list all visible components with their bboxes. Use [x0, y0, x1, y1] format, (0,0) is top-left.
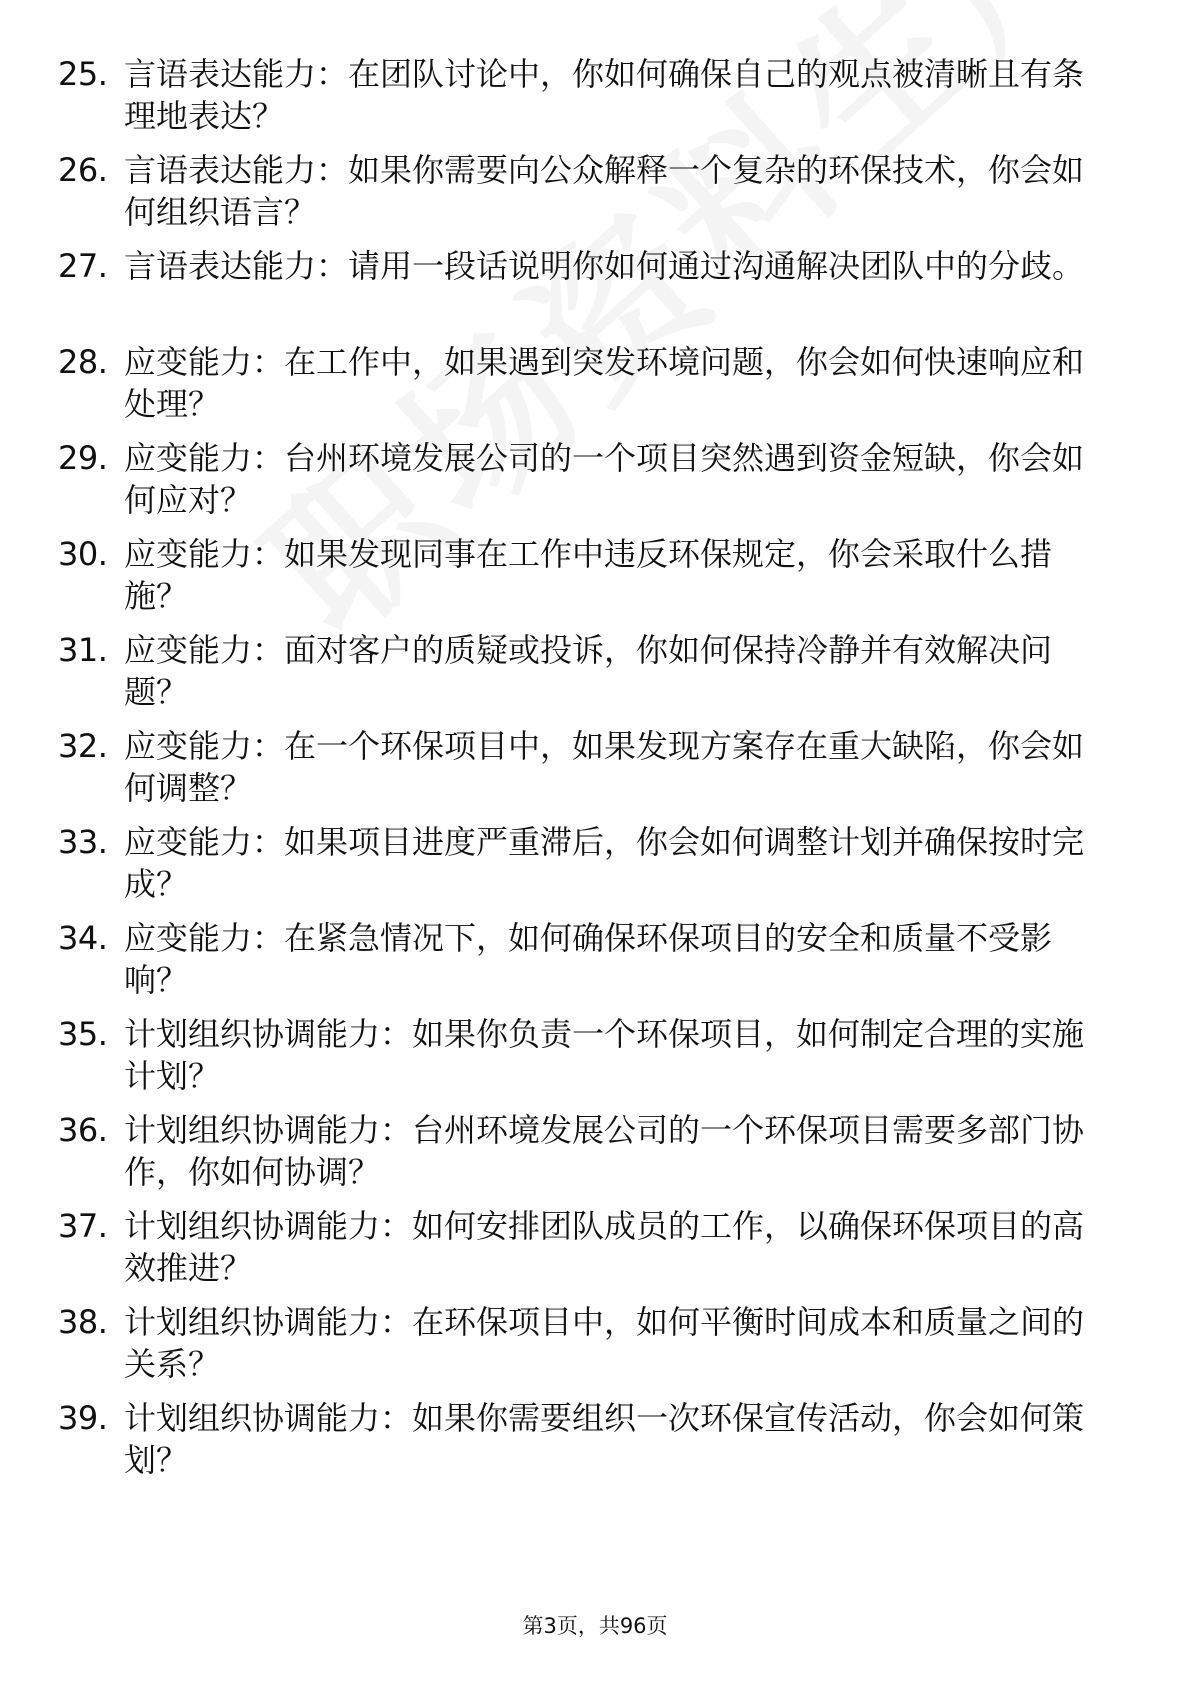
question-list [58, 48, 1118, 1488]
question-number: 38. [58, 1303, 108, 1341]
question-text: 计划组织协调能力：如何安排团队成员的工作，以确保环保项目的高效推进？ [124, 1207, 1085, 1287]
question-item [58, 1200, 1118, 1296]
question-item [58, 336, 1118, 432]
question-number: 31. [58, 631, 108, 669]
page-footer [0, 1610, 1190, 1640]
question-number: 26. [58, 151, 108, 189]
question-item [58, 720, 1118, 816]
question-text: 言语表达能力：请用一段话说明你如何通过沟通解决团队中的分歧。 [124, 247, 1085, 285]
question-item [58, 1008, 1118, 1104]
question-item [58, 624, 1118, 720]
question-item [58, 144, 1118, 240]
question-item [58, 48, 1118, 144]
question-text: 应变能力：在一个环保项目中，如果发现方案存在重大缺陷，你会如何调整？ [124, 727, 1085, 807]
question-text: 言语表达能力：在团队讨论中，你如何确保自己的观点被清晰且有条理地表达？ [124, 55, 1085, 135]
question-text: 应变能力：如果发现同事在工作中违反环保规定，你会采取什么措施？ [124, 535, 1053, 615]
question-item [58, 432, 1118, 528]
question-text: 应变能力：台州环境发展公司的一个项目突然遇到资金短缺，你会如何应对？ [124, 439, 1085, 519]
question-text: 应变能力：在紧急情况下，如何确保环保项目的安全和质量不受影响？ [124, 919, 1053, 999]
question-text: 计划组织协调能力：如果你负责一个环保项目，如何制定合理的实施计划？ [124, 1015, 1085, 1095]
question-number: 39. [58, 1399, 108, 1437]
question-item [58, 1104, 1118, 1200]
question-text: 应变能力：面对客户的质疑或投诉，你如何保持冷静并有效解决问题？ [124, 631, 1053, 711]
question-number: 37. [58, 1207, 108, 1245]
question-number: 35. [58, 1015, 108, 1053]
question-number: 29. [58, 439, 108, 477]
question-item [58, 1296, 1118, 1392]
question-text: 言语表达能力：如果你需要向公众解释一个复杂的环保技术，你会如何组织语言？ [124, 151, 1085, 231]
question-item [58, 528, 1118, 624]
question-item [58, 816, 1118, 912]
question-number: 34. [58, 919, 108, 957]
question-number: 27. [58, 247, 108, 285]
question-text: 计划组织协调能力：在环保项目中，如何平衡时间成本和质量之间的关系？ [124, 1303, 1085, 1383]
question-number: 25. [58, 55, 108, 93]
question-text: 计划组织协调能力：台州环境发展公司的一个环保项目需要多部门协作，你如何协调？ [124, 1111, 1085, 1191]
question-number: 33. [58, 823, 108, 861]
page-number-label: 第3页，共96页 [522, 1614, 668, 1638]
question-number: 28. [58, 343, 108, 381]
question-text: 应变能力：在工作中，如果遇到突发环境问题，你会如何快速响应和处理？ [124, 343, 1085, 423]
question-text: 应变能力：如果项目进度严重滞后，你会如何调整计划并确保按时完成？ [124, 823, 1085, 903]
question-item [58, 240, 1118, 336]
question-number: 32. [58, 727, 108, 765]
question-number: 30. [58, 535, 108, 573]
question-item [58, 1392, 1118, 1488]
question-number: 36. [58, 1111, 108, 1149]
question-text: 计划组织协调能力：如果你需要组织一次环保宣传活动，你会如何策划？ [124, 1399, 1085, 1479]
question-item [58, 912, 1118, 1008]
